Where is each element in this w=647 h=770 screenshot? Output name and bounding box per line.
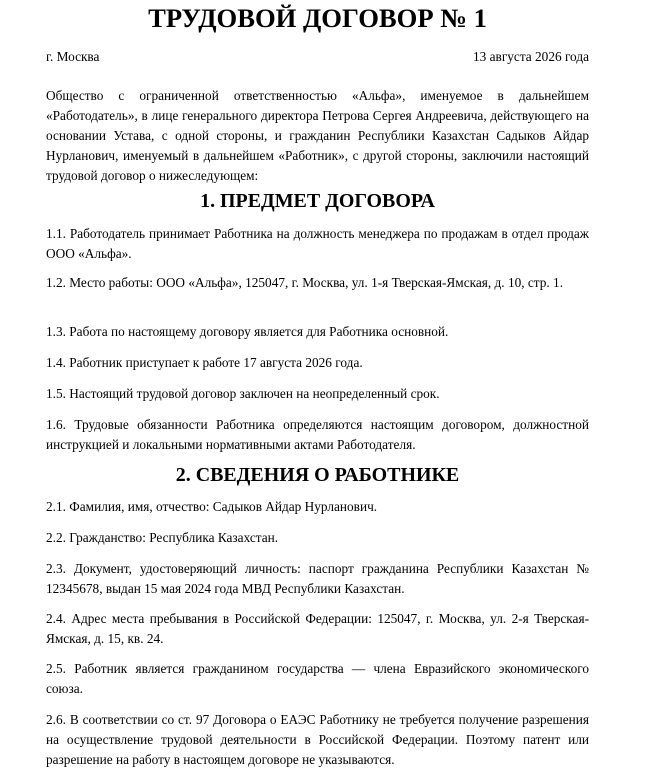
clause-1-6: 1.6. Трудовые обязанности Работника определяются настоящим договором, должностной инструкцией и локальными нормативными актами Работодателя.: [46, 417, 589, 452]
clause-1-2: 1.2. Место работы: ООО «Альфа», 125047, г. Москва, ул. 1-я Тверская-Ямская, д. 10, стр. 1.: [46, 275, 564, 290]
clause-2-2: 2.2. Гражданство: Республика Казахстан.: [46, 530, 279, 545]
clause-1-3: 1.3. Работа по настоящему договору является для Работника основной.: [46, 324, 449, 339]
clause-2-4: 2.4. Адрес места пребывания в Российской Федерации: 125047, г. Москва, ул. 2-я Тверская-Ямская, д. 15, кв. 24.: [46, 611, 589, 646]
section-heading-1: 1. ПРЕДМЕТ ДОГОВОРА: [200, 190, 435, 212]
clause-2-6: 2.6. В соответствии со ст. 97 Договора о ЕАЭС Работнику не требуется получение разрешения на осуществление трудовой деятельности в Российской Федерации. Поэтому патент или разрешение на работу в настоящем договоре не указываются.: [46, 712, 589, 767]
document-title: ТРУДОВОЙ ДОГОВОР № 1: [148, 3, 487, 33]
clause-1-1: 1.1. Работодатель принимает Работника на должность менеджера по продажам в отдел продаж ООО «Альфа».: [46, 226, 589, 261]
clause-1-4: 1.4. Работник приступает к работе 17 августа 2026 года.: [46, 355, 363, 370]
section-heading-2: 2. СВЕДЕНИЯ О РАБОТНИКЕ: [175, 464, 460, 486]
clause-2-3: 2.3. Документ, удостоверяющий личность: паспорт гражданина Республики Казахстан № 12345678, выдан 15 мая 2024 года МВД Республики Казахстан.: [46, 561, 589, 596]
city: г. Москва: [46, 49, 100, 64]
place-date-row: [46, 47, 589, 67]
contract-date: 13 августа 2026 года: [473, 49, 589, 64]
clause-1-5: 1.5. Настоящий трудовой договор заключен на неопределенный срок.: [46, 386, 440, 401]
preamble: Общество с ограниченной ответственностью «Альфа», именуемое в дальнейшем «Работодатель», в лице генерального директора Петрова Сергея Андреевича, действующего на основании Устава, с одной стороны, и гражданин Республики Казахстан Садыков Айдар Нурланович, именуемый в дальнейшем «Работник», с другой стороны, заключили настоящий трудовой договор о нижеследующем:: [46, 88, 589, 183]
clause-2-5: 2.5. Работник является гражданином государства — члена Евразийского экономического союза.: [46, 661, 589, 696]
clause-2-1: 2.1. Фамилия, имя, отчество: Садыков Айдар Нурланович.: [46, 499, 378, 514]
